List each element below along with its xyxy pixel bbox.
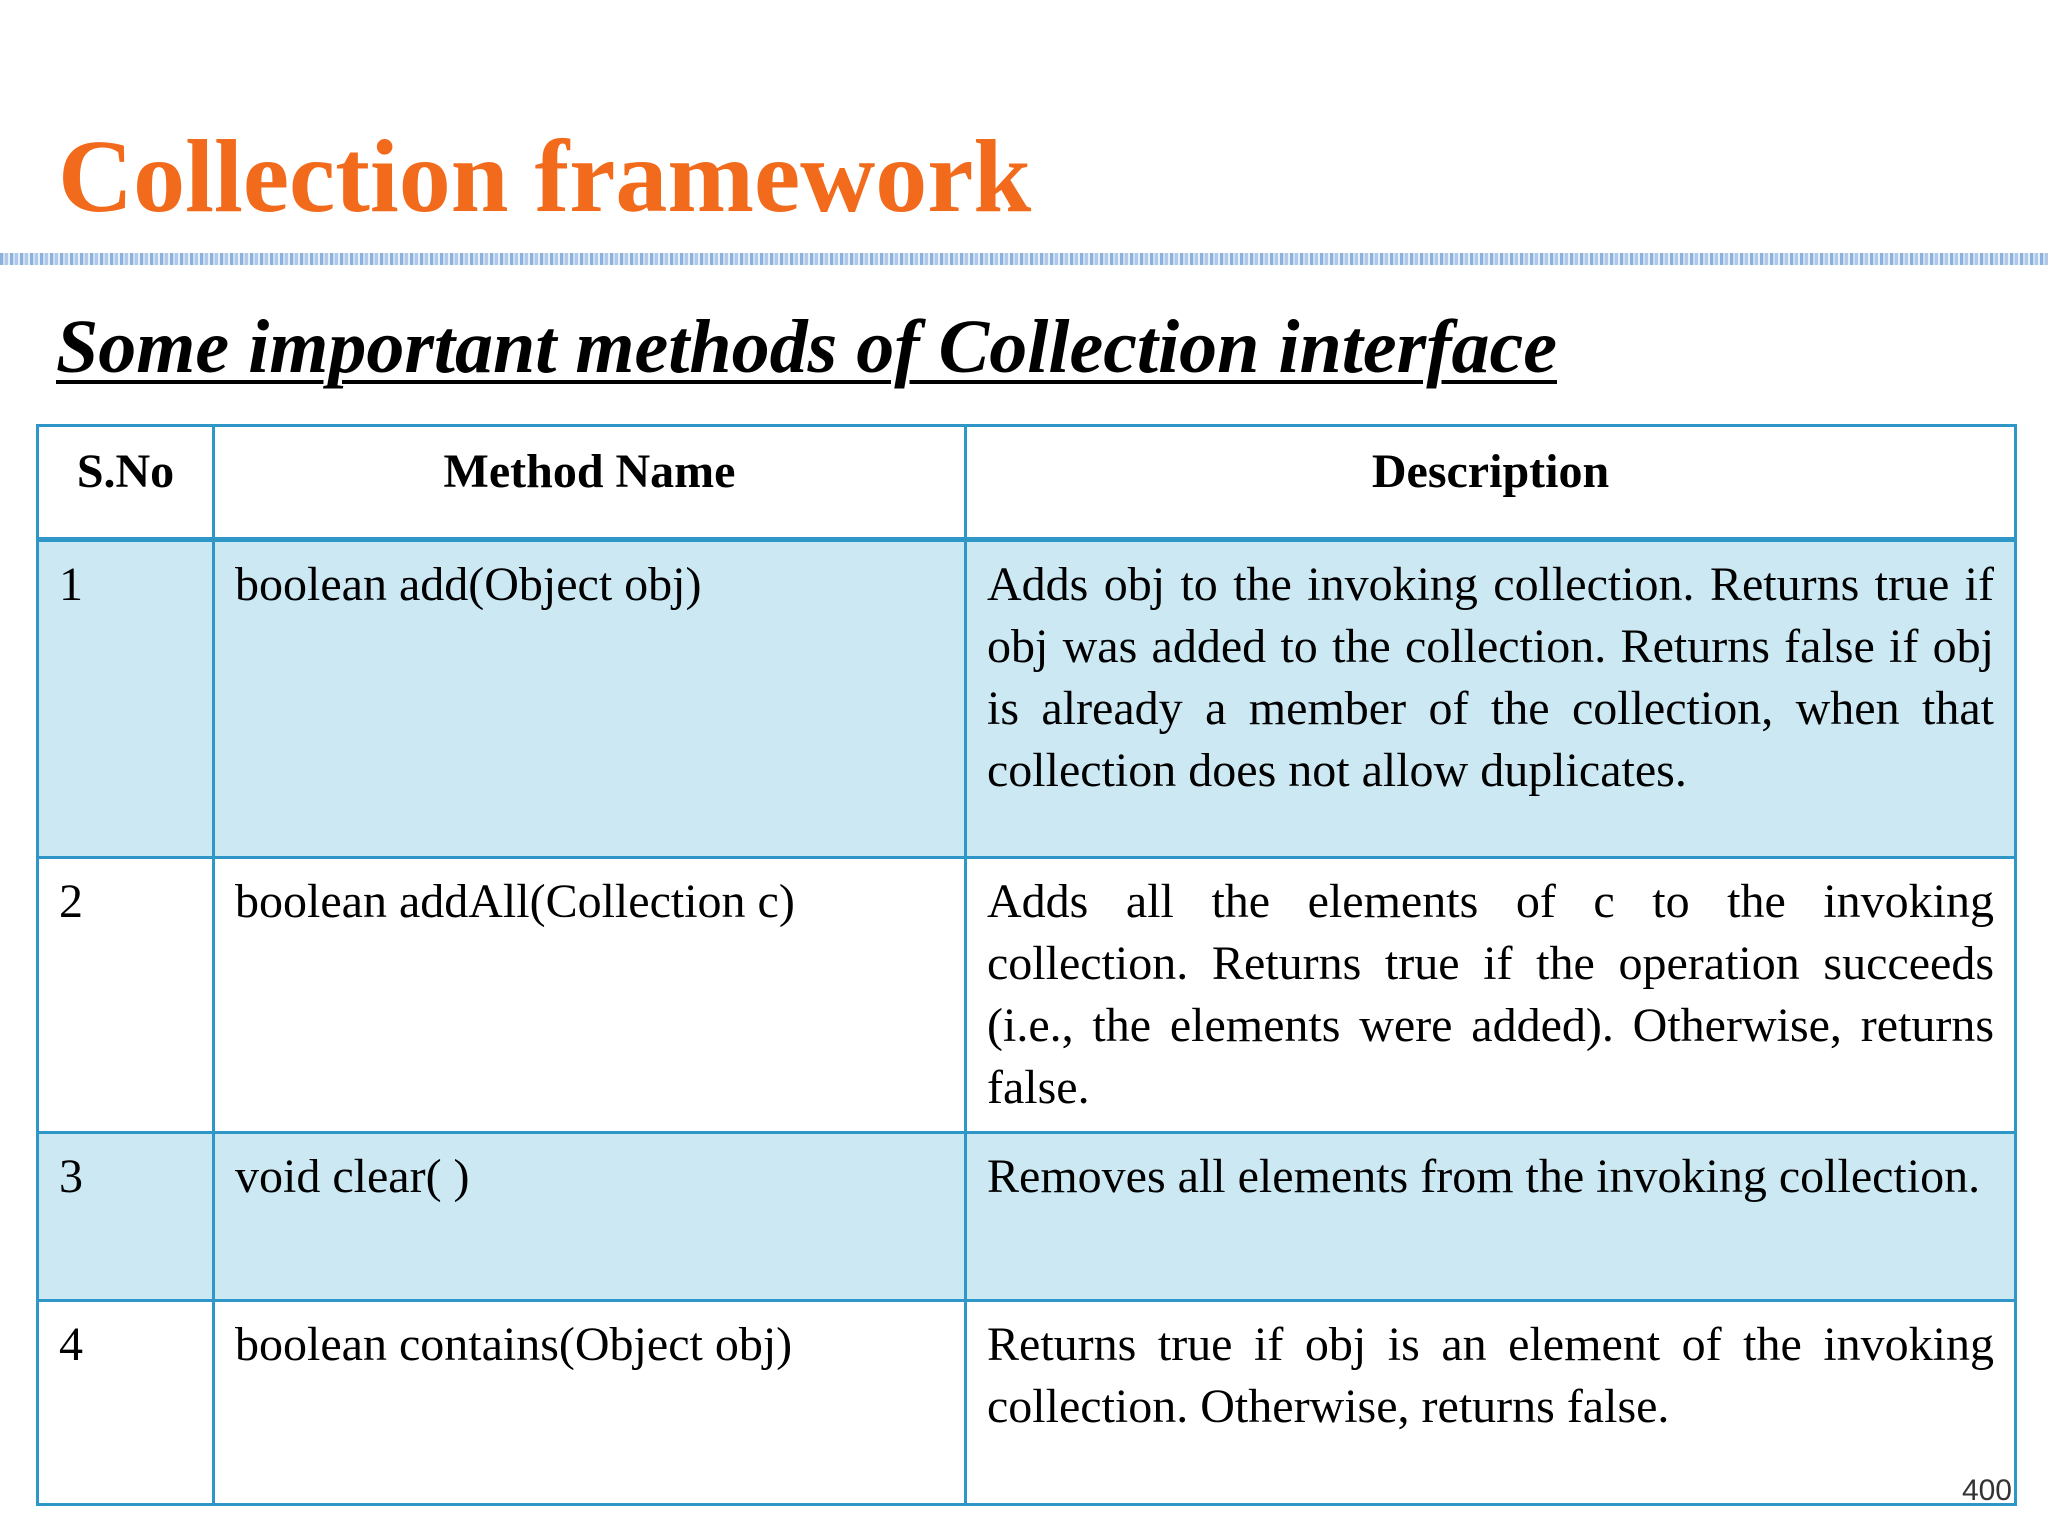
cell-description: Adds obj to the invoking collection. Returns true if obj was added to the collection. Returns false if obj is already a member of the collection, when that collection does not allow duplicates. xyxy=(966,540,2016,858)
slide-title: Collection framework xyxy=(58,119,1032,234)
cell-sno: 1 xyxy=(38,540,214,858)
cell-sno: 3 xyxy=(38,1133,214,1301)
page-number: 400 xyxy=(1961,1474,2012,1507)
cell-method-name: boolean add(Object obj) xyxy=(214,540,966,858)
table-row xyxy=(38,1301,2016,1505)
header-method-name: Method Name xyxy=(214,426,966,540)
cell-sno: 2 xyxy=(38,858,214,1133)
table-row xyxy=(38,1133,2016,1301)
table-header-row xyxy=(38,426,2016,540)
cell-sno: 4 xyxy=(38,1301,214,1505)
cell-method-name: boolean contains(Object obj) xyxy=(214,1301,966,1505)
cell-description: Returns true if obj is an element of the invoking collection. Otherwise, returns false. xyxy=(966,1301,2016,1505)
header-sno: S.No xyxy=(38,426,214,540)
cell-description: Adds all the elements of c to the invoking collection. Returns true if the operation succeeds (i.e., the elements were added). Otherwise, returns false. xyxy=(966,858,2016,1133)
cell-description: Removes all elements from the invoking collection. xyxy=(966,1133,2016,1301)
table-row xyxy=(38,858,2016,1133)
slide-subtitle: Some important methods of Collection interface xyxy=(56,305,1557,389)
cell-method-name: boolean addAll(Collection c) xyxy=(214,858,966,1133)
table-row xyxy=(38,540,2016,858)
title-divider xyxy=(0,253,2048,265)
methods-table xyxy=(36,424,2017,1506)
header-description: Description xyxy=(966,426,2016,540)
cell-method-name: void clear( ) xyxy=(214,1133,966,1301)
